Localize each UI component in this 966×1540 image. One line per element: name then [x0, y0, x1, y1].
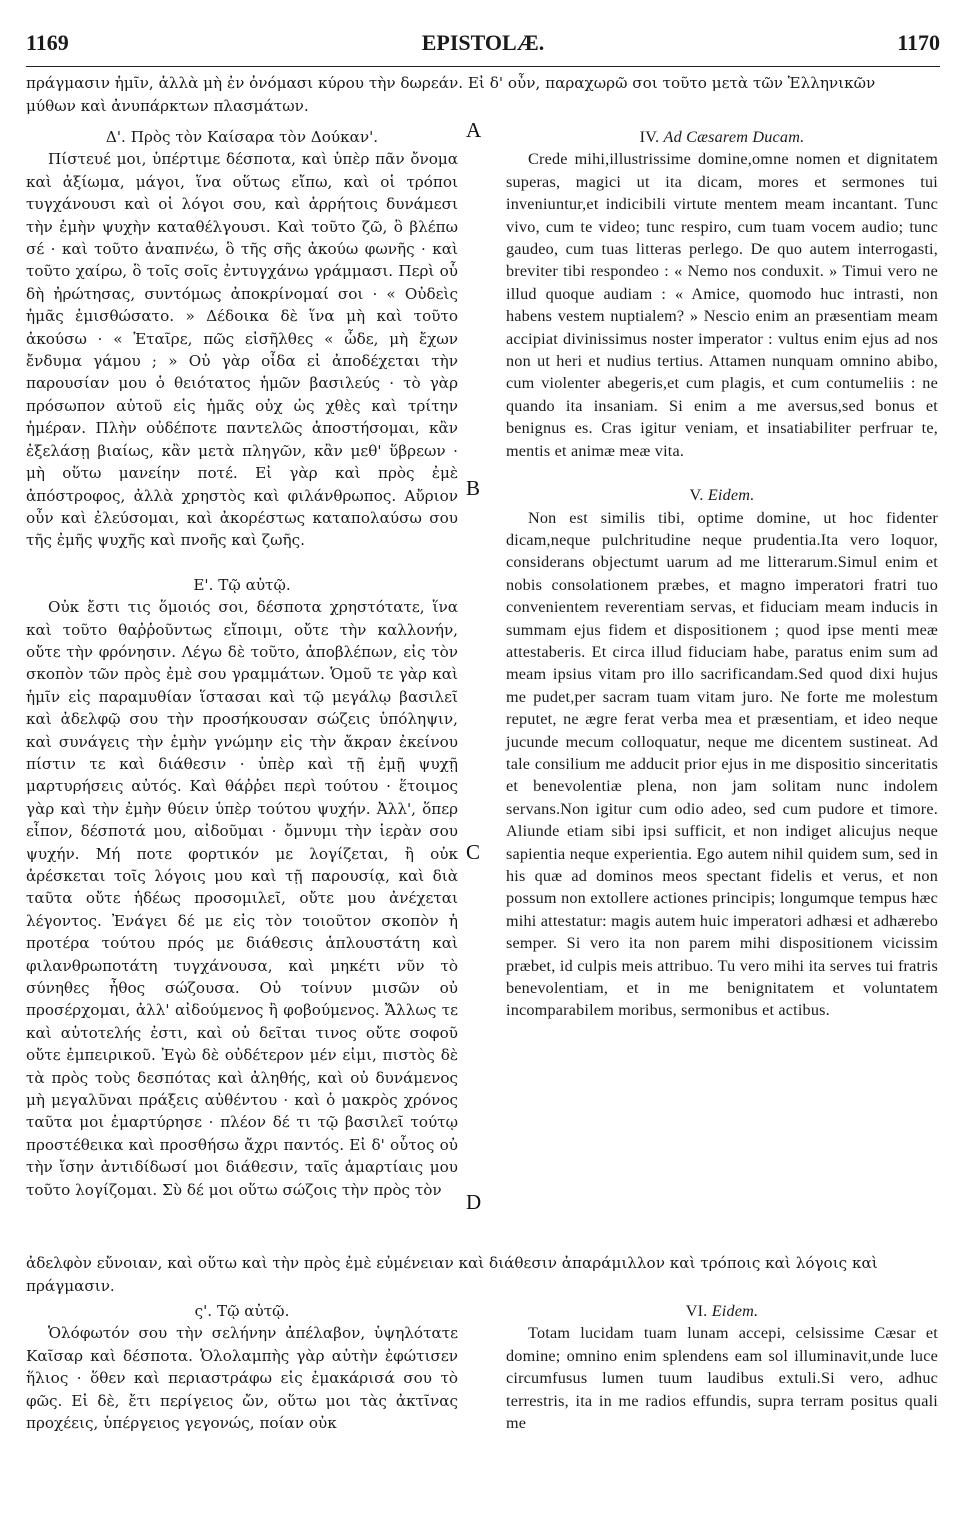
latin-s6-heading — [506, 1300, 938, 1322]
margin-letter-d: D — [466, 1190, 482, 1214]
bridge-line-1: ἀδελφὸν εὔνοιαν, καὶ οὕτω καὶ τὴν πρὸς ἐμὲ εὐμένειαν καὶ διάθεσιν ἀπαράμιλλον καὶ τρόποις καὶ λόγοις καὶ — [26, 1254, 878, 1272]
greek-s5-text: Οὐκ ἔστι τις ὅμοιός σοι, δέσποτα χρηστότατε, ἵνα καὶ τοῦτο θαῤῥοῦντως εἴποιμι, οὔτε τὴν καλλονήν, οὔτε τὴν φρόνησιν. Λέγω δὲ τοῦτο, ἀποβλέπων, εἰς τὸν σκοπὸν τῶν πρὸς ἐμὲ σου γραμμάτων. Ὁμοῦ τε γὰρ καὶ ἡμῖν εἰς παραμυθίαν ἵστασαι καὶ τῷ μεγάλῳ βασιλεῖ καὶ ἀδελφῷ σου τὴν προσήκουσαν σώζεις ὑπόληψιν, καὶ συνάγεις τὴν ἐμὴν γνώμην εἰς τὴν ἄκραν ἐκείνου πίστιν τε καὶ διάθεσιν · ὑπὲρ καὶ τῇ ἐμῇ ψυχῇ μαρτυρήσεις αὐτός. Καὶ θάῤῥει περὶ τούτου · ἕτοιμος γὰρ καὶ τὴν ἐμὴν θύειν ὑπὲρ τούτου ψυχήν. Ἀλλ', ὅπερ εἶπον, δέσποτά μου, αἰδοῦμαι · ὄμνυμι τὴν ἱερὰν σου ψυχήν. Μή ποτε φορτικόν με λογίζεται, ἢ οὐκ ἀρέσκεται τοῖς λόγοις μου καὶ τῇ παρουσίᾳ, καὶ διὰ ταῦτα οὔτε ἡδέως προσομιλεῖ, οὔτε μου ἀνέχεται λέγοντος. Ἐνάγει δέ με εἰς τὸν τοιοῦτον σκοπὸν ἡ προτέρα τούτου πρός με διάθεσις ἁπλουστάτη καὶ φιλανθρωποτάτη τυγχάνουσα, καὶ μηκέτι νῦν τὸ σύνηθες ἦθος σώζουσα. Οὐ τοίνυν μισῶν οὐ προσέρχομαι, ἀλλ' αἰδούμενος ἢ φοβούμενος. Ἄλλως τε καὶ αὐτοτελής ἐστι, καὶ οὐ δεῖται τινος οὔτε σοφοῦ οὔτε ἐμπειρικοῦ. Ἐγὼ δὲ οὐδέτερον μέν εἰμι, πιστὸς δὲ τὰ πρὸς τοὺς δεσπότας καὶ ἀληθής, καὶ οὐ δυνάμενος μὴ μεγαλῦναι πράξεις αὐθέντου · καὶ ὁ μακρὸς χρόνος ταῦτα μοι ἐμαρτύρησε · πλέον δέ τι τῷ βασιλεῖ τούτῳ προστέθεικα καὶ προσθήσω ἄχρι παντός. Εἰ δ' οὗτος οὐ τὴν ἴσην ἀντιδίδωσί μοι διάθεσιν, ταῖς ἁμαρτίαις μου τοῦτο λογίζομαι. Σὺ δέ μοι οὕτω σώζοις τὴν πρὸς τὸν — [26, 598, 458, 1199]
latin-s6-num: VI. — [685, 1302, 708, 1320]
latin-column-bottom — [506, 1300, 938, 1434]
bridge-line-2: πράγμασιν. — [26, 1276, 115, 1295]
header-rule — [26, 66, 940, 67]
greek-column — [26, 126, 458, 1201]
greek-column-bottom — [26, 1300, 458, 1434]
top-line-1: πράγμασιν ἡμῖν, ἀλλὰ μὴ ἐν ὀνόμασι κύρου τὴν δωρεάν. Εἰ δ' οὖν, παραχωρῶ σοι τοῦτο μετὰ τῶν Ἑλληνικῶν — [26, 74, 876, 92]
top-line-2: μύθων καὶ ἀνυπάρκτων πλασμάτων. — [26, 96, 309, 115]
running-title: EPISTOLÆ. — [421, 30, 545, 55]
bridge-text — [26, 1252, 940, 1297]
latin-s5-num: V. — [689, 486, 704, 505]
latin-s5-text: Non est similis tibi, optime domine, ut hoc fidenter dicam,neque pulchritudine neque prudentia.Ita vero loquor, considerans objectumt uarum ad me litterarum.Simul enim et nobis consolationem præbes, et magno imperatori fratri tuo convenientem reverentiam servas, et fiduciam meam inducis in summam ejus fidem et dispositionem ; quod ipse menti meæ attestaberis. Et circa illud fiduciam habe, paratus enim sum ad meam ipsius vitam pro illo sacrificandam.Sed quod dixi hujus me pudet,per sacram tuam vitam juro. Ne forte me molestum reputet, ne ægre ferat verba mea et præsentiam, et ideo neque jucunde mecum colloquatur, neque me dicentem sustineat. Ad tale consilium me adducit prior ejus in me dispositio sinceritatis et benevolentiæ plena, non jam solitam nunc indolem servans.Non igitur cum odio adeo, sed cum pudore et timore. Aliunde etiam sibi ipsi sufficit, et non indiget alicujus neque sapientia neque experientia. Ego autem nihil quidem sum, sed in his quæ ad dominos meos spectant fidelis et verus, et non possum non extollere actiones principis; longumque tempus hæc mihi attestatur: magis autem huic imperatori adhæsi et adhærebo semper. Si vero ita non parem mihi dispositionem vicissim præbet, id culpis meis attribuo. Tu vero mihi ita serves tui fratris benevolentiam, et in me benignitatem et voluntatem incomparabilem moribus, sermonibus et actibus. — [506, 508, 938, 1020]
margin-letter-c: C — [466, 840, 481, 864]
latin-column — [506, 126, 938, 1022]
latin-s6-title: Eidem. — [711, 1302, 759, 1320]
greek-s4-title: Δ'. Πρὸς τὸν Καίσαρα τὸν Δούκαν'. — [105, 128, 379, 146]
margin-letter-b: B — [466, 476, 481, 500]
greek-s6-title: ς'. Τῷ αὐτῷ. — [194, 1302, 290, 1320]
latin-s4-title: Ad Cæsarem Ducam. — [663, 128, 805, 146]
greek-s4-text: Πίστευέ μοι, ὑπέρτιμε δέσποτα, καὶ ὑπὲρ πᾶν ὄνομα καὶ ἀξίωμα, μάγοι, ἵνα οὕτως εἴπω, καὶ οἱ τρόποι τυγχάνουσι καὶ οἱ λόγοι σου, καὶ ἀρρήτοις δυνάμεσι τὴν ἐμὴν ψυχὴν καταθέλγουσι. Καὶ τοῦτο ζῶ, ὃ βλέπω σέ · καὶ τοῦτο ἀναπνέω, ὃ τῆς σῆς ἀκούω φωνῆς · καὶ τοῦτο χαίρω, ὃ τοῖς σοῖς ἐντυγχάνω γράμμασι. Περὶ οὗ δὴ ἠρώτησας, συντόμως ἀποκρίνομαί σοι · « Οὐδεὶς ἡμᾶς ἐμισθώσατο. » Δέδοικα δὲ ἵνα μὴ καὶ τοῦτο ἀκούσω · « Ἑταῖρε, πῶς εἰσῆλθες « ὧδε, μὴ ἔχων ἔνδυμα γάμου ; » Οὐ γὰρ οἶδα εἰ ἀποδέχεται τὴν παρουσίαν μου ὁ θειότατος ἡμῶν βασιλεύς · τὸ γὰρ πρόσωπον αὐτοῦ εἰς ἡμᾶς οὐχ ὡς χθὲς καὶ τρίτην ἡμέραν. Πλὴν οὐδέποτε παντελῶς ἀποστήσομαι, κἂν ἐξελάσῃ βιαίως, κἂν μετὰ πληγῶν, κἂν μεθ' ὕβρεων · μὴ οὕτω μανείην ποτέ. Εἰ γὰρ καὶ πρὸς ἐμὲ ἀπόστροφος, ἀλλὰ χρηστὸς καὶ φιλάνθρωπος. Αὔριον οὖν καὶ ἐλεύσομαι, καὶ ἀκορέστως καταπολαύσω σου τῆς ἐμῆς ψυχῆς καὶ πνοῆς καὶ ζωῆς. — [26, 150, 458, 550]
latin-s5-heading — [506, 484, 938, 506]
spacer — [26, 552, 458, 574]
latin-s6-text: Totam lucidam tuam lunam accepi, celsissime Cæsar et domine; omnino enim splendens eam sol illuminavit,unde luce circumfusus lumen tuum laudibus extuli.Si vero, adhuc terrestris, ita in me radios effundis, supra terram positus quali me — [506, 1324, 938, 1433]
margin-letter-a: A — [466, 118, 482, 142]
latin-s5-title: Eidem. — [707, 486, 755, 505]
latin-s4-text: Crede mihi,illustrissime domine,omne nomen et dignitatem superas, magici ut ita dicam, mores et sermones tui inveniuntur,et indicibili virtute mentem meam incantant. Tunc vivo, cum te video; tunc respiro, cum tuam vocem audio; tunc gaudeo, cum tuas litteras perlego. De quo autem interrogasti, breviter tibi respondeo : « Nemo nos conduxit. » Timui vero ne illud quoque audiam : « Amice, quomodo huc intrasti, non habens vestem nuptialem? » Nescio enim an præsentiam meam accipiat divinissimus noster imperator : vultus enim ejus ad nos non ut heri et nudius tertius. Attamen nunquam omnino abibo, cum violenter abegeris,et cum plagis, et cum contumeliis : ne quando ita insaniam. Si enim a me aversus,sed bonus et benignus es. Cras igitur veniam, et insatiabiliter perfruar te, mentis et animæ meæ vita. — [506, 150, 938, 460]
left-page-number: 1169 — [26, 30, 69, 55]
page-header — [26, 30, 940, 64]
greek-s5-title: Ε'. Τῷ αὐτῷ. — [193, 575, 291, 594]
spacer — [506, 462, 938, 484]
greek-s6-text: Ὁλόφωτόν σου τὴν σελήνην ἀπέλαβον, ὑψηλότατε Καῖσαρ καὶ δέσποτα. Ὁλολαμπὴς γὰρ αὐτὴν ἐφώτισεν ἥλιος · ὅθεν καὶ περιαστράφω εἰς ἐμακάρισά σου τὸ φῶς. Εἰ δὲ, ἔτι περίγειος ὤν, οὕτω μοι τὰς ἀκτῖνας προχέεις, ὑπέργειος γεγονώς, ποίαν οὐκ — [26, 1324, 458, 1433]
top-continuation — [26, 72, 940, 117]
right-page-number: 1170 — [897, 30, 940, 55]
latin-s4-num: IV. — [639, 128, 660, 146]
latin-s4-heading — [506, 126, 938, 148]
